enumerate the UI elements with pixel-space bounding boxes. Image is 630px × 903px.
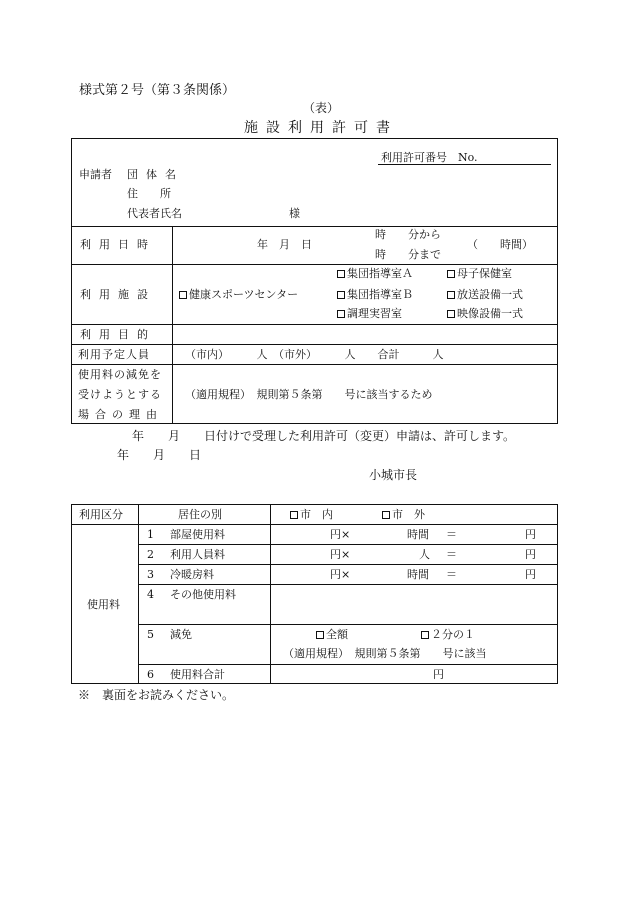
facility-label: 利用施設 [80, 288, 156, 301]
checkbox-icon [447, 270, 455, 278]
page-title: 施設利用許可書 [244, 120, 398, 136]
facility-option[interactable]: 放送設備一式 [447, 289, 523, 300]
honorific: 様 [289, 207, 300, 220]
fee-row-name: 冷暖房料 [170, 568, 214, 581]
fee-row-number: 5 [147, 628, 154, 641]
residence-header: 居住の別 [178, 508, 222, 521]
checkbox-icon [337, 310, 345, 318]
facility-option[interactable]: 映像設備一式 [447, 308, 523, 319]
reason-rule[interactable]: （適用規程） 規則第５条第 号に該当するため [185, 388, 433, 401]
checkbox-icon [421, 631, 429, 639]
fee-group-label: 使用料 [87, 598, 120, 611]
fee-row-rate[interactable]: 円× [330, 528, 351, 541]
reduction-name: 減免 [170, 628, 192, 641]
fee-row-name: 部屋使用料 [170, 528, 225, 541]
fee-row-equals: ＝ [446, 568, 457, 581]
approval-date[interactable]: 年 月 日 [117, 448, 202, 462]
usage-time-from[interactable]: 時 分から [375, 228, 441, 241]
usage-date-label: 利用日時 [80, 238, 156, 251]
reason-label-line: 受けようとする [78, 388, 162, 401]
fee-row-number: 4 [147, 588, 154, 601]
checkbox-icon [382, 511, 390, 519]
reduction-full[interactable]: 全額 [316, 629, 348, 640]
facility-option[interactable]: 集団指導室Ａ [337, 268, 413, 279]
fee-row-number: 6 [147, 668, 154, 681]
fee-row-rate[interactable]: 円× [330, 568, 351, 581]
checkbox-icon [179, 291, 187, 299]
total-fee-name: 使用料合計 [170, 668, 225, 681]
checkbox-icon [337, 291, 345, 299]
fee-row-equals: ＝ [446, 528, 457, 541]
checkbox-icon [337, 270, 345, 278]
form-side: （表） [303, 101, 340, 115]
facility-main[interactable]: 健康スポーツセンター [179, 289, 298, 300]
residence-in[interactable]: 市 内 [290, 509, 333, 520]
fee-row-number: 3 [147, 568, 154, 581]
fee-row-unit[interactable]: 時間 [407, 528, 429, 541]
people-breakdown[interactable]: （市内） 人 （市外） 人 合計 人 [185, 348, 444, 361]
usage-date-ymd[interactable]: 年 月 日 [257, 238, 312, 251]
checkbox-icon [447, 291, 455, 299]
usage-time-to[interactable]: 時 分まで [375, 248, 441, 261]
representative-label: 代表者氏名 [127, 207, 182, 220]
applicant-label: 申請者 [79, 168, 112, 181]
fee-row-name: 利用人員料 [170, 548, 225, 561]
residence-out[interactable]: 市 外 [382, 509, 425, 520]
people-label: 利用予定人員 [78, 348, 150, 361]
form-number: 様式第２号（第３条関係） [79, 83, 236, 98]
fee-row-number: 1 [147, 528, 154, 541]
facility-option[interactable]: 母子保健室 [447, 268, 512, 279]
reduction-rule[interactable]: （適用規程） 規則第５条第 号に該当 [283, 647, 487, 660]
other-fee-name: その他使用料 [170, 588, 236, 601]
checkbox-icon [290, 511, 298, 519]
fee-row-yen[interactable]: 円 [525, 568, 536, 581]
fee-row-yen[interactable]: 円 [525, 528, 536, 541]
permit-number-label: 利用許可番号 No. [381, 151, 478, 164]
checkbox-icon [316, 631, 324, 639]
note: ※ 裏面をお読みください。 [78, 688, 235, 702]
fee-category-header: 利用区分 [79, 508, 123, 521]
reason-label-line: 場合の理由 [78, 408, 163, 421]
checkbox-icon [447, 310, 455, 318]
facility-option[interactable]: 集団指導室Ｂ [337, 289, 413, 300]
permit-number-line[interactable] [378, 164, 551, 165]
total-fee-yen[interactable]: 円 [433, 668, 444, 681]
fee-row-unit[interactable]: 人 [419, 548, 430, 561]
fee-row-equals: ＝ [446, 548, 457, 561]
address-label: 住 所 [127, 187, 171, 200]
fee-row-yen[interactable]: 円 [525, 548, 536, 561]
facility-option[interactable]: 調理実習室 [337, 308, 402, 319]
fee-row-number: 2 [147, 548, 154, 561]
approval-statement: 年 月 日付けで受理した利用許可（変更）申請は、許可します。 [132, 429, 516, 443]
purpose-label: 利用目的 [80, 328, 156, 341]
signer: 小城市長 [369, 468, 418, 482]
fee-row-unit[interactable]: 時間 [407, 568, 429, 581]
reduction-half[interactable]: ２分の１ [421, 629, 475, 640]
usage-hours[interactable]: （ 時間） [467, 238, 533, 251]
reason-label-line: 使用料の減免を [78, 368, 162, 381]
fee-row-rate[interactable]: 円× [330, 548, 351, 561]
org-name-label: 団体名 [127, 168, 184, 181]
